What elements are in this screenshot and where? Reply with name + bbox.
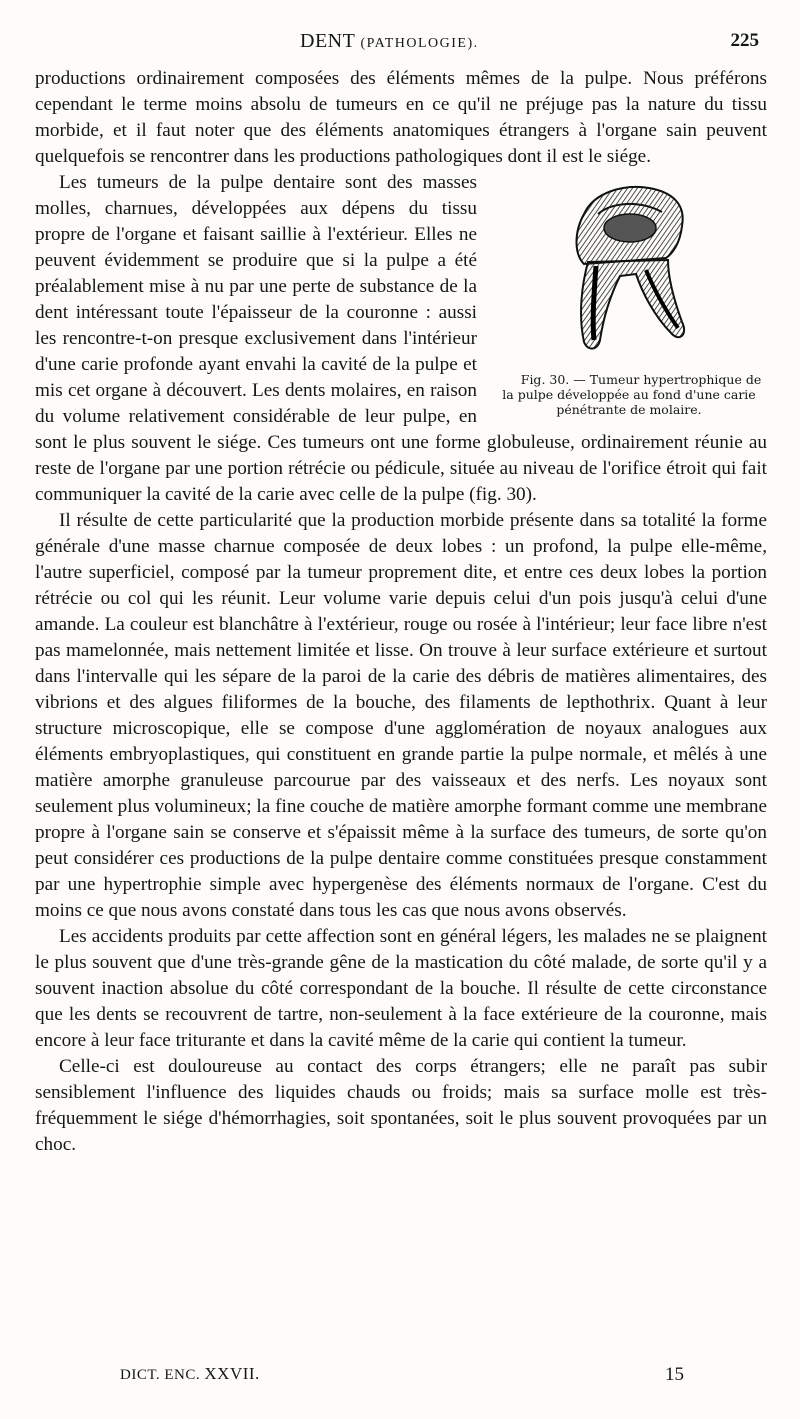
- page-number: 225: [730, 30, 759, 51]
- article-body: [35, 66, 767, 1158]
- paragraph-text: Les tumeurs de la pulpe dentaire sont des masses molles, charnues, développées aux dépens du tissu propre de l'organe et faisant saillie à l'extérieur. Elles ne peuvent évidemment se produire que si la pulpe a été préalablement mise à nu par une perte de substance de la dent intéressant toute l'épaisseur de la couronne : aussi les rencontre-t-on presque exclusivement dans l'intérieur d'une carie profonde ayant envahi la cavité de la pulpe et mis cet organe à découvert. Les dents molaires, en raison du volume relativement considérable de leur pulpe, en sont le plus souvent le siége. Ces tumeurs ont une forme globuleuse, ordinairement réunie au reste de l'organe par une portion rétrécie ou pédicule, située au niveau de l'orifice étroit qui fait communiquer la cavité de la carie avec celle de la pulpe (fig. 30).: [35, 172, 767, 505]
- paragraph: productions ordinairement composées des éléments mêmes de la pulpe. Nous préférons cependant le terme moins absolu de tumeurs en ce qu'il ne préjuge pas la nature du tissu morbide, et il faut noter que des éléments anatomiques étrangers à l'organe sain peuvent quelquefois se rencontrer dans les productions pathologiques dont il est le siége.: [35, 68, 767, 167]
- page: [35, 22, 767, 1155]
- paragraph: Il résulte de cette particularité que la production morbide présente dans sa totalité la forme générale d'une masse charnue composée de deux lobes : un profond, la pulpe elle-même, l'autre superficiel, composé par la tumeur proprement dite, et entre ces deux lobes la portion rétrécie ou col qui les réunit. Leur volume varie depuis celui d'un pois jusqu'à celui d'une amande. La couleur est blanchâtre à l'extérieur, rouge ou rosée à l'intérieur; leur face libre n'est pas mamelonnée, mais nettement limitée et lisse. On trouve à leur surface extérieure et surtout dans l'intervalle qui les sépare de la paroi de la carie des débris de matières alimentaires, des vibrions et des algues filiformes de la bouche, des filaments de lepthothrix. Quant à leur structure microscopique, elle se compose d'une agglomération de noyaux analogues aux éléments embryoplastiques, qui constituent en grande partie la pulpe normale, et mêlés à une matière amorphe granuleuse parcourue par des vaisseaux et des nerfs. Les noyaux sont seulement plus volumineux; la fine couche de matière amorphe formant comme une membrane propre à l'organe sain se conserve et s'épaissit même à la surface des tumeurs, de sorte qu'on peut considérer ces productions de la pulpe dentaire comme constituées presque constamment par une hypertrophie simple avec hypergenèse des éléments normaux de l'organe. C'est du moins ce que nous avons constaté dans tous les cas que nous avons observés.: [35, 510, 767, 921]
- molar-tooth-illustration: [554, 174, 704, 364]
- figure-caption: Fig. 30. — Tumeur hypertrophique de la pulpe développée au fond d'une carie pénétrante de molaire.: [502, 372, 762, 417]
- paragraph: Les accidents produits par cette affection sont en général légers, les malades ne se plaignent le plus souvent que d'une très-grande gêne de la mastication du côté malade, de sorte qu'il y a souvent inaction absolue du côté correspondant de la bouche. Il résulte de cette circonstance que les dents se recouvrent de tartre, non-seulement à la face extérieure de la couronne, mais encore à leur face triturante et dans la cavité même de la carie qui contient la tumeur.: [35, 926, 767, 1051]
- signature-left: DICT. ENC.: [120, 1367, 201, 1383]
- running-title: [300, 30, 479, 53]
- running-header: [35, 22, 767, 52]
- paragraph-with-figure: [35, 170, 767, 508]
- paragraph: Celle-ci est douloureuse au contact des corps étrangers; elle ne paraît pas subir sensiblement l'influence des liquides chauds ou froids; mais sa surface molle est très-fréquemment le siége d'hémorrhagies, soit spontanées, soit le plus souvent provoquées par un choc.: [35, 1056, 767, 1155]
- signature-mark: [120, 1364, 260, 1384]
- running-title-main: DENT: [300, 30, 355, 52]
- signature-volume: XXVII.: [204, 1364, 260, 1383]
- figure-30: [491, 174, 767, 428]
- sheet-number: 15: [665, 1364, 684, 1385]
- running-title-sub: (PATHOLOGIE).: [360, 36, 479, 51]
